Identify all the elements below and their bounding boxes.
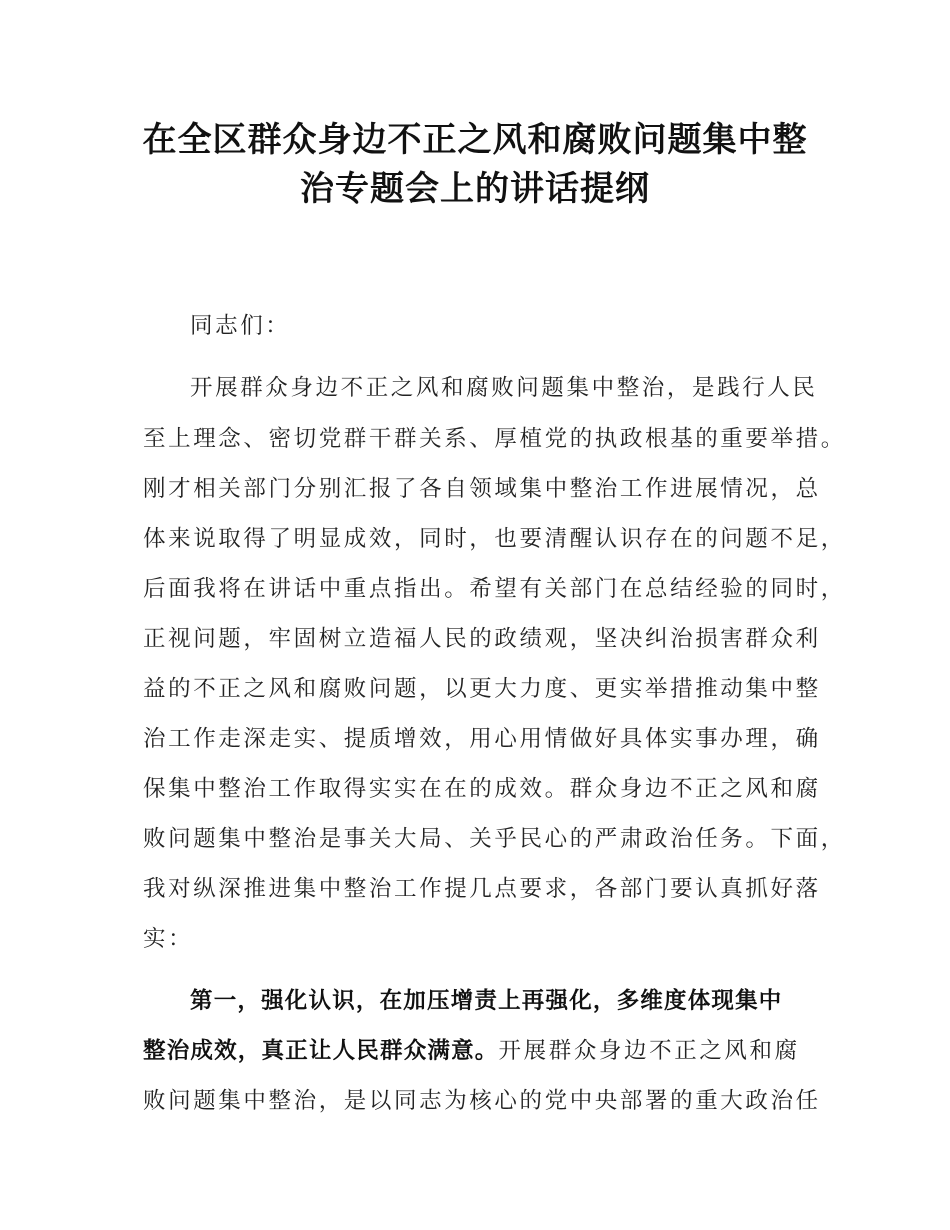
section-line [143,1035,823,1067]
paragraph-line: 实： [143,926,194,952]
document-title-line-1: 在全区群众身边不正之风和腐败问题集中整 [142,120,808,160]
paragraph-line: 后面我将在讲话中重点指出。希望有关部门在总结经验的同时， [143,576,846,602]
section-body-text: 开展群众身边不正之风和腐 [498,1038,800,1064]
paragraph-line: 益的不正之风和腐败问题，以更大力度、更实举措推动集中整 [143,676,821,702]
salutation: 同志们： [190,313,291,339]
paragraph-line: 开展群众身边不正之风和腐败问题集中整治，是践行人民 [190,375,818,401]
paragraph-line: 我对纵深推进集中整治工作提几点要求，各部门要认真抓好落 [143,876,821,902]
section-heading-continued: 整治成效，真正让人民群众满意。 [143,1038,499,1064]
paragraph-line: 正视问题，牢固树立造福人民的政绩观，坚决纠治损害群众利 [143,626,821,652]
section-heading: 第一，强化认识，在加压增责上再强化，多维度体现集中 [190,988,783,1014]
section-line: 败问题集中整治，是以同志为核心的党中央部署的重大政治任 [143,1088,821,1114]
paragraph-line: 败问题集中整治是事关大局、关乎民心的严肃政治任务。下面， [143,826,846,852]
paragraph-line: 刚才相关部门分别汇报了各自领域集中整治工作进展情况，总 [143,476,821,502]
document-title-line-2: 治专题会上的讲话提纲 [300,169,650,209]
paragraph-line: 治工作走深走实、提质增效，用心用情做好具体实事办理，确 [143,726,821,752]
paragraph-line: 体来说取得了明显成效，同时，也要清醒认识存在的问题不足， [143,526,846,552]
paragraph-line: 至上理念、密切党群干群关系、厚植党的执政根基的重要举措。 [143,426,846,452]
paragraph-line: 保集中整治工作取得实实在在的成效。群众身边不正之风和腐 [143,776,821,802]
